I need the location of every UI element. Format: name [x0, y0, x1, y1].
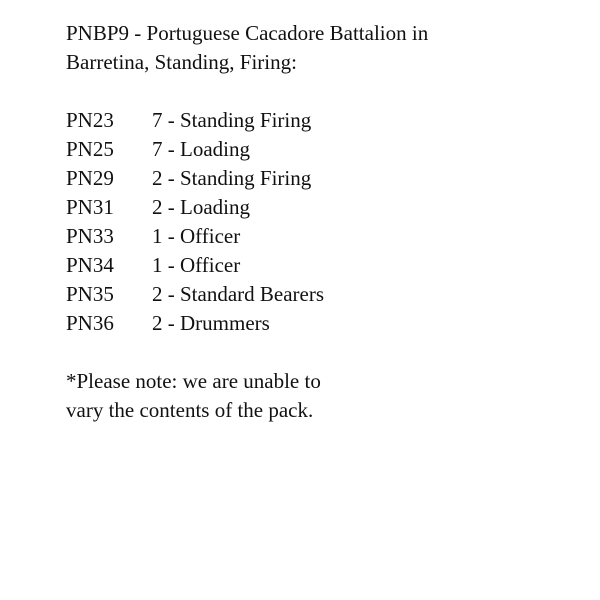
item-code: PN31 [66, 195, 114, 219]
item-description: 2 - Drummers [152, 311, 270, 335]
list-item [66, 251, 566, 280]
list-item [66, 222, 566, 251]
list-item [66, 106, 566, 135]
list-item [66, 193, 566, 222]
item-code: PN35 [66, 282, 114, 306]
item-code: PN25 [66, 137, 114, 161]
list-item [66, 280, 566, 309]
item-description: 2 - Loading [152, 195, 250, 219]
product-title-line-1: PNBP9 - Portuguese Cacadore Battalion in [66, 21, 429, 45]
item-code: PN36 [66, 311, 114, 335]
pack-note-line-2: vary the contents of the pack. [66, 398, 314, 422]
spacer [66, 338, 566, 367]
item-description: 7 - Loading [152, 137, 250, 161]
item-code: PN33 [66, 224, 114, 248]
item-code: PN23 [66, 108, 114, 132]
pack-note-line-1: *Please note: we are unable to [66, 369, 321, 393]
item-code: PN29 [66, 166, 114, 190]
product-document [66, 19, 566, 425]
item-description: 2 - Standard Bearers [152, 282, 325, 306]
list-item [66, 135, 566, 164]
product-title-line-2: Barretina, Standing, Firing: [66, 50, 297, 74]
item-code: PN34 [66, 253, 114, 277]
list-item [66, 309, 566, 338]
pack-contents-list [66, 106, 566, 338]
item-description: 1 - Officer [152, 224, 241, 248]
item-description: 7 - Standing Firing [152, 108, 312, 132]
item-description: 1 - Officer [152, 253, 241, 277]
list-item [66, 164, 566, 193]
spacer [66, 77, 566, 106]
item-description: 2 - Standing Firing [152, 166, 312, 190]
